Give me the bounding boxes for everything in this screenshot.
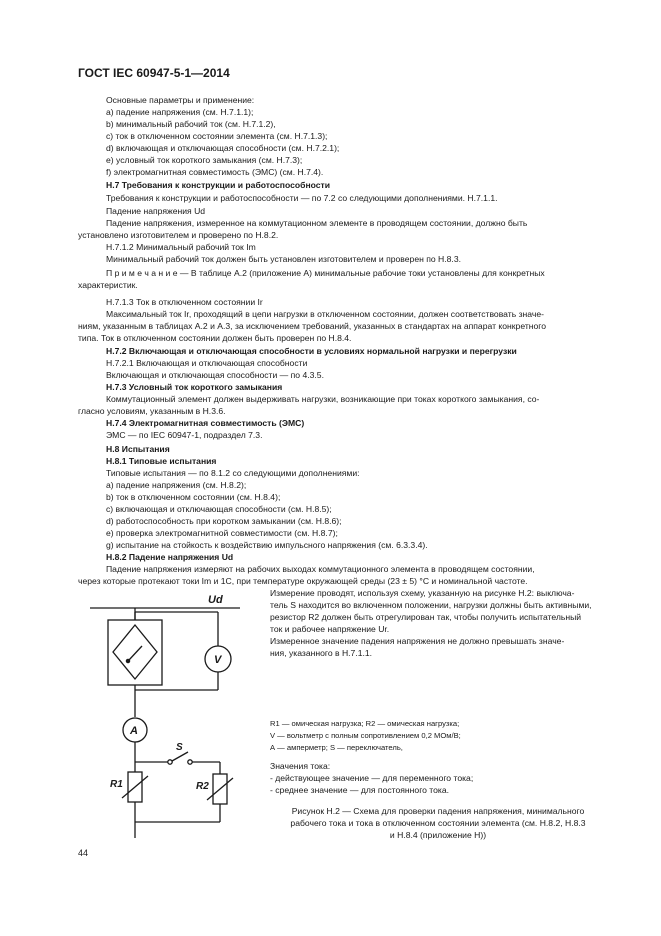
body-line: Минимальный рабочий ток должен быть установлен изготовителем и проверен по Н.8.3. — [106, 254, 461, 264]
body-line: Максимальный ток Ir, проходящий в цепи нагрузки в отключенном состоянии, должен соответствовать значе- — [106, 309, 544, 319]
r1-label: R1 — [110, 779, 123, 790]
body-line: c) ток в отключенном состоянии элемента (см. Н.7.1.3); — [106, 131, 328, 141]
body-line: b) минимальный рабочий ток (см. Н.7.1.2), — [106, 119, 276, 129]
body-line: d) включающая и отключающая способности (см. Н.7.2.1); — [106, 143, 340, 153]
body-line: ния, указанного в Н.7.1.1. — [270, 648, 373, 658]
section-heading: Н.8.2 Падение напряжения Ud — [106, 552, 234, 562]
current-values-title: Значения тока: — [270, 761, 331, 771]
body-line: a) падение напряжения (см. Н.8.2); — [106, 480, 247, 490]
section-heading: Н.7.2 Включающая и отключающая способности в условиях нормальной нагрузки и перегрузки — [106, 346, 517, 356]
current-values-item: - действующее значение — для переменного тока; — [270, 773, 474, 783]
legend-line: V — вольтметр с полным сопротивлением 0,2 МОм/В; — [270, 731, 461, 740]
ud-label: Ud — [208, 594, 223, 606]
switching-element-diamond — [113, 625, 157, 679]
body-line: Падение напряжения измеряют на рабочих выходах коммутационного элемента в проводящем состоянии, — [106, 564, 535, 574]
document-header: ГОСТ IEC 60947-5-1—2014 — [78, 66, 230, 80]
body-line: тель S находится во включенном положении, нагрузки должны быть активными, — [270, 600, 592, 610]
ammeter-label: A — [130, 725, 138, 737]
legend-line: А — амперметр; S — переключатель, — [270, 743, 403, 752]
figure-caption-line: рабочего тока и тока в отключенном состоянии элемента (см. Н.8.2, Н.8.3 — [290, 818, 586, 828]
voltmeter-label: V — [214, 654, 222, 666]
figure-caption-line: Рисунок Н.2 — Схема для проверки падения напряжения, минимального — [291, 806, 585, 816]
page-number: 44 — [78, 848, 89, 858]
legend-line: R1 — омическая нагрузка; R2 — омическая нагрузка; — [270, 719, 460, 728]
body-line: Основные параметры и применение: — [106, 95, 255, 105]
body-line: a) падение напряжения (см. Н.7.1.1); — [106, 107, 254, 117]
section-heading: Н.8 Испытания — [106, 444, 170, 454]
switch-blade — [172, 752, 188, 761]
body-line: e) проверка электромагнитной совместимости (см. Н.8.7); — [106, 528, 338, 538]
body-line: установлено изготовителем и проверено по Н.8.2. — [78, 230, 279, 240]
section-heading: Н.7 Требования к конструкции и работоспособности — [106, 180, 331, 190]
body-line: f) электромагнитная совместимость (ЭМС) (см. Н.7.4). — [106, 167, 324, 177]
figure-caption — [258, 805, 618, 841]
body-line: ниям, указанным в таблицах А.2 и А.3, за исключением требований, указанных в стандартах на аппарат конкретного — [78, 321, 547, 331]
body-line: Н.7.1.2 Минимальный рабочий ток Im — [106, 242, 256, 252]
body-line: резистор R2 должен быть отрегулирован так, чтобы получить испытательный — [270, 612, 582, 622]
body-line: Н.7.2.1 Включающая и отключающая способности — [106, 358, 308, 368]
body-line: ток и рабочее напряжение Ur. — [270, 624, 390, 634]
body-line: Н.7.1.3 Ток в отключенном состоянии Ir — [106, 297, 263, 307]
body-line: Включающая и отключающая способности — по 4.3.5. — [106, 370, 324, 380]
circuit-diagram — [90, 590, 250, 840]
element-box — [108, 620, 162, 685]
body-line: типа. Ток в отключенном состоянии должен быть проверен по Н.8.4. — [78, 333, 352, 343]
r2-label: R2 — [196, 781, 209, 792]
section-heading: Н.8.1 Типовые испытания — [106, 456, 217, 466]
body-line: Измерение проводят, используя схему, указанную на рисунке Н.2: выключа- — [270, 588, 575, 598]
body-line: Падение напряжения Ud — [106, 206, 206, 216]
body-line: Коммутационный элемент должен выдерживать нагрузки, возникающие при токах короткого замыкания, со- — [106, 394, 540, 404]
body-line: d) работоспособность при коротком замыкании (см. Н.8.6); — [106, 516, 342, 526]
switch-label: S — [176, 742, 183, 753]
section-heading: Н.7.4 Электромагнитная совместимость (ЭМС) — [106, 418, 305, 428]
body-line: гласно условиям, указанным в Н.3.6. — [78, 406, 226, 416]
body-line: b) ток в отключенном состоянии (см. Н.8.4); — [106, 492, 281, 502]
body-line: Падение напряжения, измеренное на коммутационном элементе в проводящем состоянии, должно быть — [106, 218, 528, 228]
body-line: ЭМС — по IEC 60947-1, подраздел 7.3. — [106, 430, 263, 440]
figure-caption-line: и Н.8.4 (приложение Н)) — [389, 830, 487, 840]
section-heading: Н.7.3 Условный ток короткого замыкания — [106, 382, 283, 392]
body-line: c) включающая и отключающая способности (см. Н.8.5); — [106, 504, 332, 514]
body-line: характеристик. — [78, 280, 138, 290]
current-values-item: - среднее значение — для постоянного тока. — [270, 785, 450, 795]
body-line: Измеренное значение падения напряжения не должно превышать значе- — [270, 636, 565, 646]
body-line: через которые протекают токи Im и 1C, при температуре окружающей среды (23 ± 5) °С и номинальной частоте. — [78, 576, 528, 586]
body-line: П р и м е ч а н и е — В таблице А.2 (приложение А) минимальные рабочие токи установлены для конкретных — [106, 268, 545, 278]
body-line: Типовые испытания — по 8.1.2 со следующими дополнениями: — [106, 468, 360, 478]
body-line: Требования к конструкции и работоспособности — по 7.2 со следующими дополнениями. Н.7.1.1. — [106, 193, 498, 203]
body-line: e) условный ток короткого замыкания (см. Н.7.3); — [106, 155, 303, 165]
body-line: g) испытание на стойкость к воздействию импульсного напряжения (см. 6.3.3.4). — [106, 540, 428, 550]
